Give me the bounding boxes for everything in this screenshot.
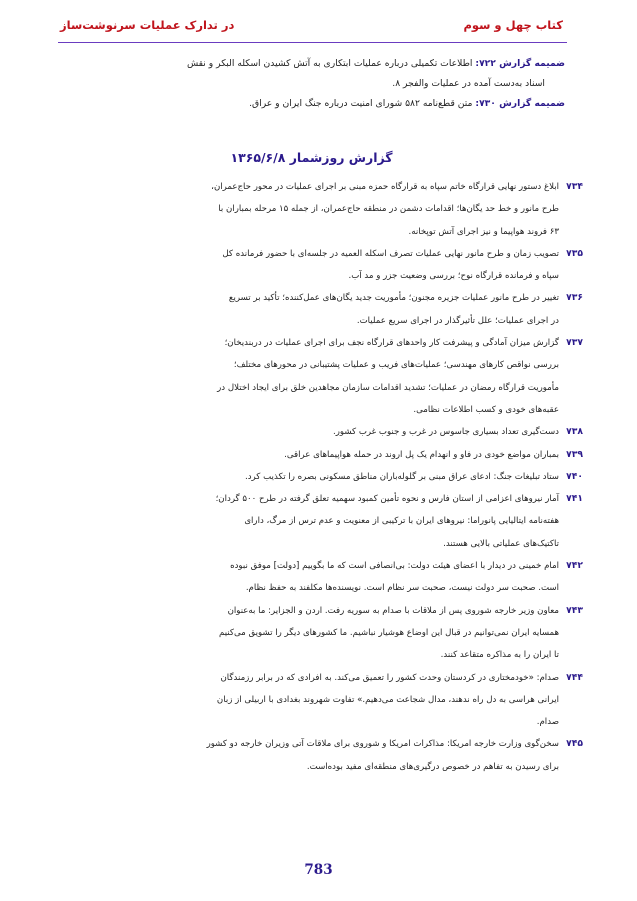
item-text: در اجرای عملیات؛ علل تأثیرگذار در اجرای سریع عملیات. [356,315,559,326]
report-item [58,176,583,198]
report-item [58,444,583,466]
report-item-continuation [58,689,583,711]
item-number: ۷۴۵ [566,738,583,750]
item-text: ستاد تبلیغات جنگ: ادعای عراق مبنی بر گلوله‌باران مناطق مسکونی بصره را تکذیب کرد. [244,471,559,482]
report-item-continuation [58,354,583,376]
item-text: امام خمینی در دیدار با اعضای هیئت دولت: بی‌انصافی است که ما بگوییم [دولت] موفق نبوده [230,561,559,572]
item-text: بررسی نواقص کارهای مهندسی؛ عملیات‌های فریب و عملیات پشتیبانی در محورهای مختلف؛ [233,360,559,371]
report-item-continuation [58,644,583,666]
item-text: عقبه‌های خودی و کسب اطلاعات نظامی. [413,404,559,415]
item-text: معاون وزیر خارجه شوروی پس از ملاقات با صدام به سوریه رفت. اردن و الجزایر: ما به‌عنوان [227,605,559,616]
item-text: سپاه و فرمانده قرارگاه نوح؛ بررسی وضعیت جزر و مد آب. [348,271,559,282]
item-text: گزارش میزان آمادگی و پیشرفت کار واحدهای قرارگاه نجف برای اجرای عملیات در دربندیخان؛ [224,338,559,349]
report-item [58,488,583,510]
item-text: صدام. [536,717,559,728]
item-number: ۷۳۴ [566,181,583,192]
item-text: ابلاغ دستور نهایی قرارگاه خاتم سپاه به قرارگاه حمزه مبنی بر اجرای عملیات در محور حاج‌عمران، [211,182,559,192]
item-text: ۶۳ فروند هواپیما و نیز اجرای آتش توپخانه. [408,226,559,237]
item-number: ۷۴۳ [566,604,583,616]
item-number: ۷۴۲ [566,560,583,572]
report-item-continuation [58,310,583,332]
book-title: کتاب چهل و سوم [463,18,563,32]
item-text: آمار نیروهای اعزامی از استان فارس و نحوه تأمین کمبود سهمیه تعلق گرفته در طرح ۵۰۰ گردان؛ [215,494,559,505]
item-text: تا ایران را به مذاکره متقاعد کنند. [440,650,559,661]
report-item-continuation [58,510,583,532]
item-text: صدام: «خودمختاری در کردستان وحدت کشور را تعمیق می‌کند. به افرادی که در برابر رزمندگان [220,672,559,683]
chapter-title: در تدارک عملیات سرنوشت‌ساز [60,18,235,32]
report-item [58,555,583,577]
appendix-note-722-cont: اسناد به‌دست آمده در عملیات والفجر ۸. [392,78,545,89]
appendix-note-730 [58,94,565,114]
appendix-label: ضمیمه گزارش ۷۳۰: [475,98,565,109]
report-item [58,243,583,265]
item-number: ۷۳۸ [566,426,583,438]
appendix-label: ضمیمه گزارش ۷۲۲: [475,58,565,69]
report-item [58,421,583,443]
report-item [58,332,583,354]
report-item [58,733,583,755]
report-item [58,667,583,689]
item-number: ۷۳۵ [566,247,583,259]
report-item-continuation [58,711,583,733]
item-text: دست‌گیری تعداد بسیاری جاسوس در غرب و جنوب غرب کشور. [333,427,559,438]
item-number: ۷۳۶ [566,292,583,304]
item-text: تاکتیک‌های عملیاتی بالایی هستند. [443,538,559,549]
report-item-continuation [58,198,583,220]
item-text: مأموریت قرارگاه رمضان در عملیات؛ تشدید اقدامات سازمان مجاهدین خلق برای ایجاد اختلال در [217,382,559,393]
item-text: همسایه ایران نمی‌توانیم در قبال این اوضاع هوشیار نباشیم. ما کشورهای دیگر را تشویق می‌کنیم [218,627,559,638]
report-item [58,466,583,488]
item-text: است. صحبت سر دولت نیست، صحبت سر نظام است. نویسنده‌ها مکلفند به حفظ نظام. [245,583,559,594]
item-text: طرح مانور و خط حد یگان‌ها؛ اقدامات دشمن در منطقه حاج‌عمران، از جمله ۱۵ مرحله بمباران با [218,204,559,215]
item-text: تصویب زمان و طرح مانور نهایی عملیات تصرف اسکله العمیه در جلسه‌ای با حضور فرمانده کل [222,248,559,259]
item-text: ایرانی هراسی به دل راه ندهند، مدال شجاعت می‌دهیم.» تفاوت شهروند بغدادی با اربیلی از زبان [216,694,559,705]
report-item-continuation [58,265,583,287]
report-item-continuation [58,756,583,778]
item-text: برای رسیدن به تفاهم در خصوص درگیری‌های منطقه‌ای مفید بوده‌است. [306,761,559,772]
report-item [58,287,583,309]
item-number: ۷۳۹ [566,448,583,460]
appendix-notes [58,54,565,114]
item-number: ۷۴۱ [566,493,583,505]
header-divider [58,42,567,43]
report-item-continuation [58,533,583,555]
report-item-continuation [58,377,583,399]
item-text: هفته‌نامه ایتالیایی پانوراما: نیروهای ایران با ترکیبی از معنویت و عدم ترس از مرگ، دارای [244,516,559,527]
appendix-note-722 [58,54,565,74]
appendix-text: متن قطع‌نامه ۵۸۲ شورای امنیت درباره جنگ ایران و عراق. [249,98,473,109]
report-item-continuation [58,221,583,243]
appendix-text: اطلاعات تکمیلی درباره عملیات ابتکاری به آتش کشیدن اسکله البکر و نقش [186,58,473,69]
running-header [60,14,563,36]
report-items [58,176,583,778]
report-item [58,600,583,622]
item-number: ۷۴۰ [566,470,583,482]
report-item-continuation [58,399,583,421]
item-text: بمباران مواضع خودی در فاو و انهدام یک پل اروند در حمله هواپیماهای عراقی. [284,449,559,460]
item-text: سخن‌گوی وزارت خارجه امریکا: مذاکرات امریکا و شوروی برای ملاقات آتی وزیران خارجه دو کشور [206,739,559,750]
report-item-continuation [58,577,583,599]
page-number: 783 [304,862,333,878]
item-number: ۷۳۷ [566,337,583,349]
report-item-continuation [58,622,583,644]
report-title: گزارش روزشمار ۱۳۶۵/۶/۸ [230,150,393,165]
item-text: تغییر در طرح مانور عملیات جزیره مجنون؛ مأموریت جدید یگان‌های عمل‌کننده؛ تأکید بر تسریع [228,293,559,304]
item-number: ۷۴۴ [566,671,583,683]
